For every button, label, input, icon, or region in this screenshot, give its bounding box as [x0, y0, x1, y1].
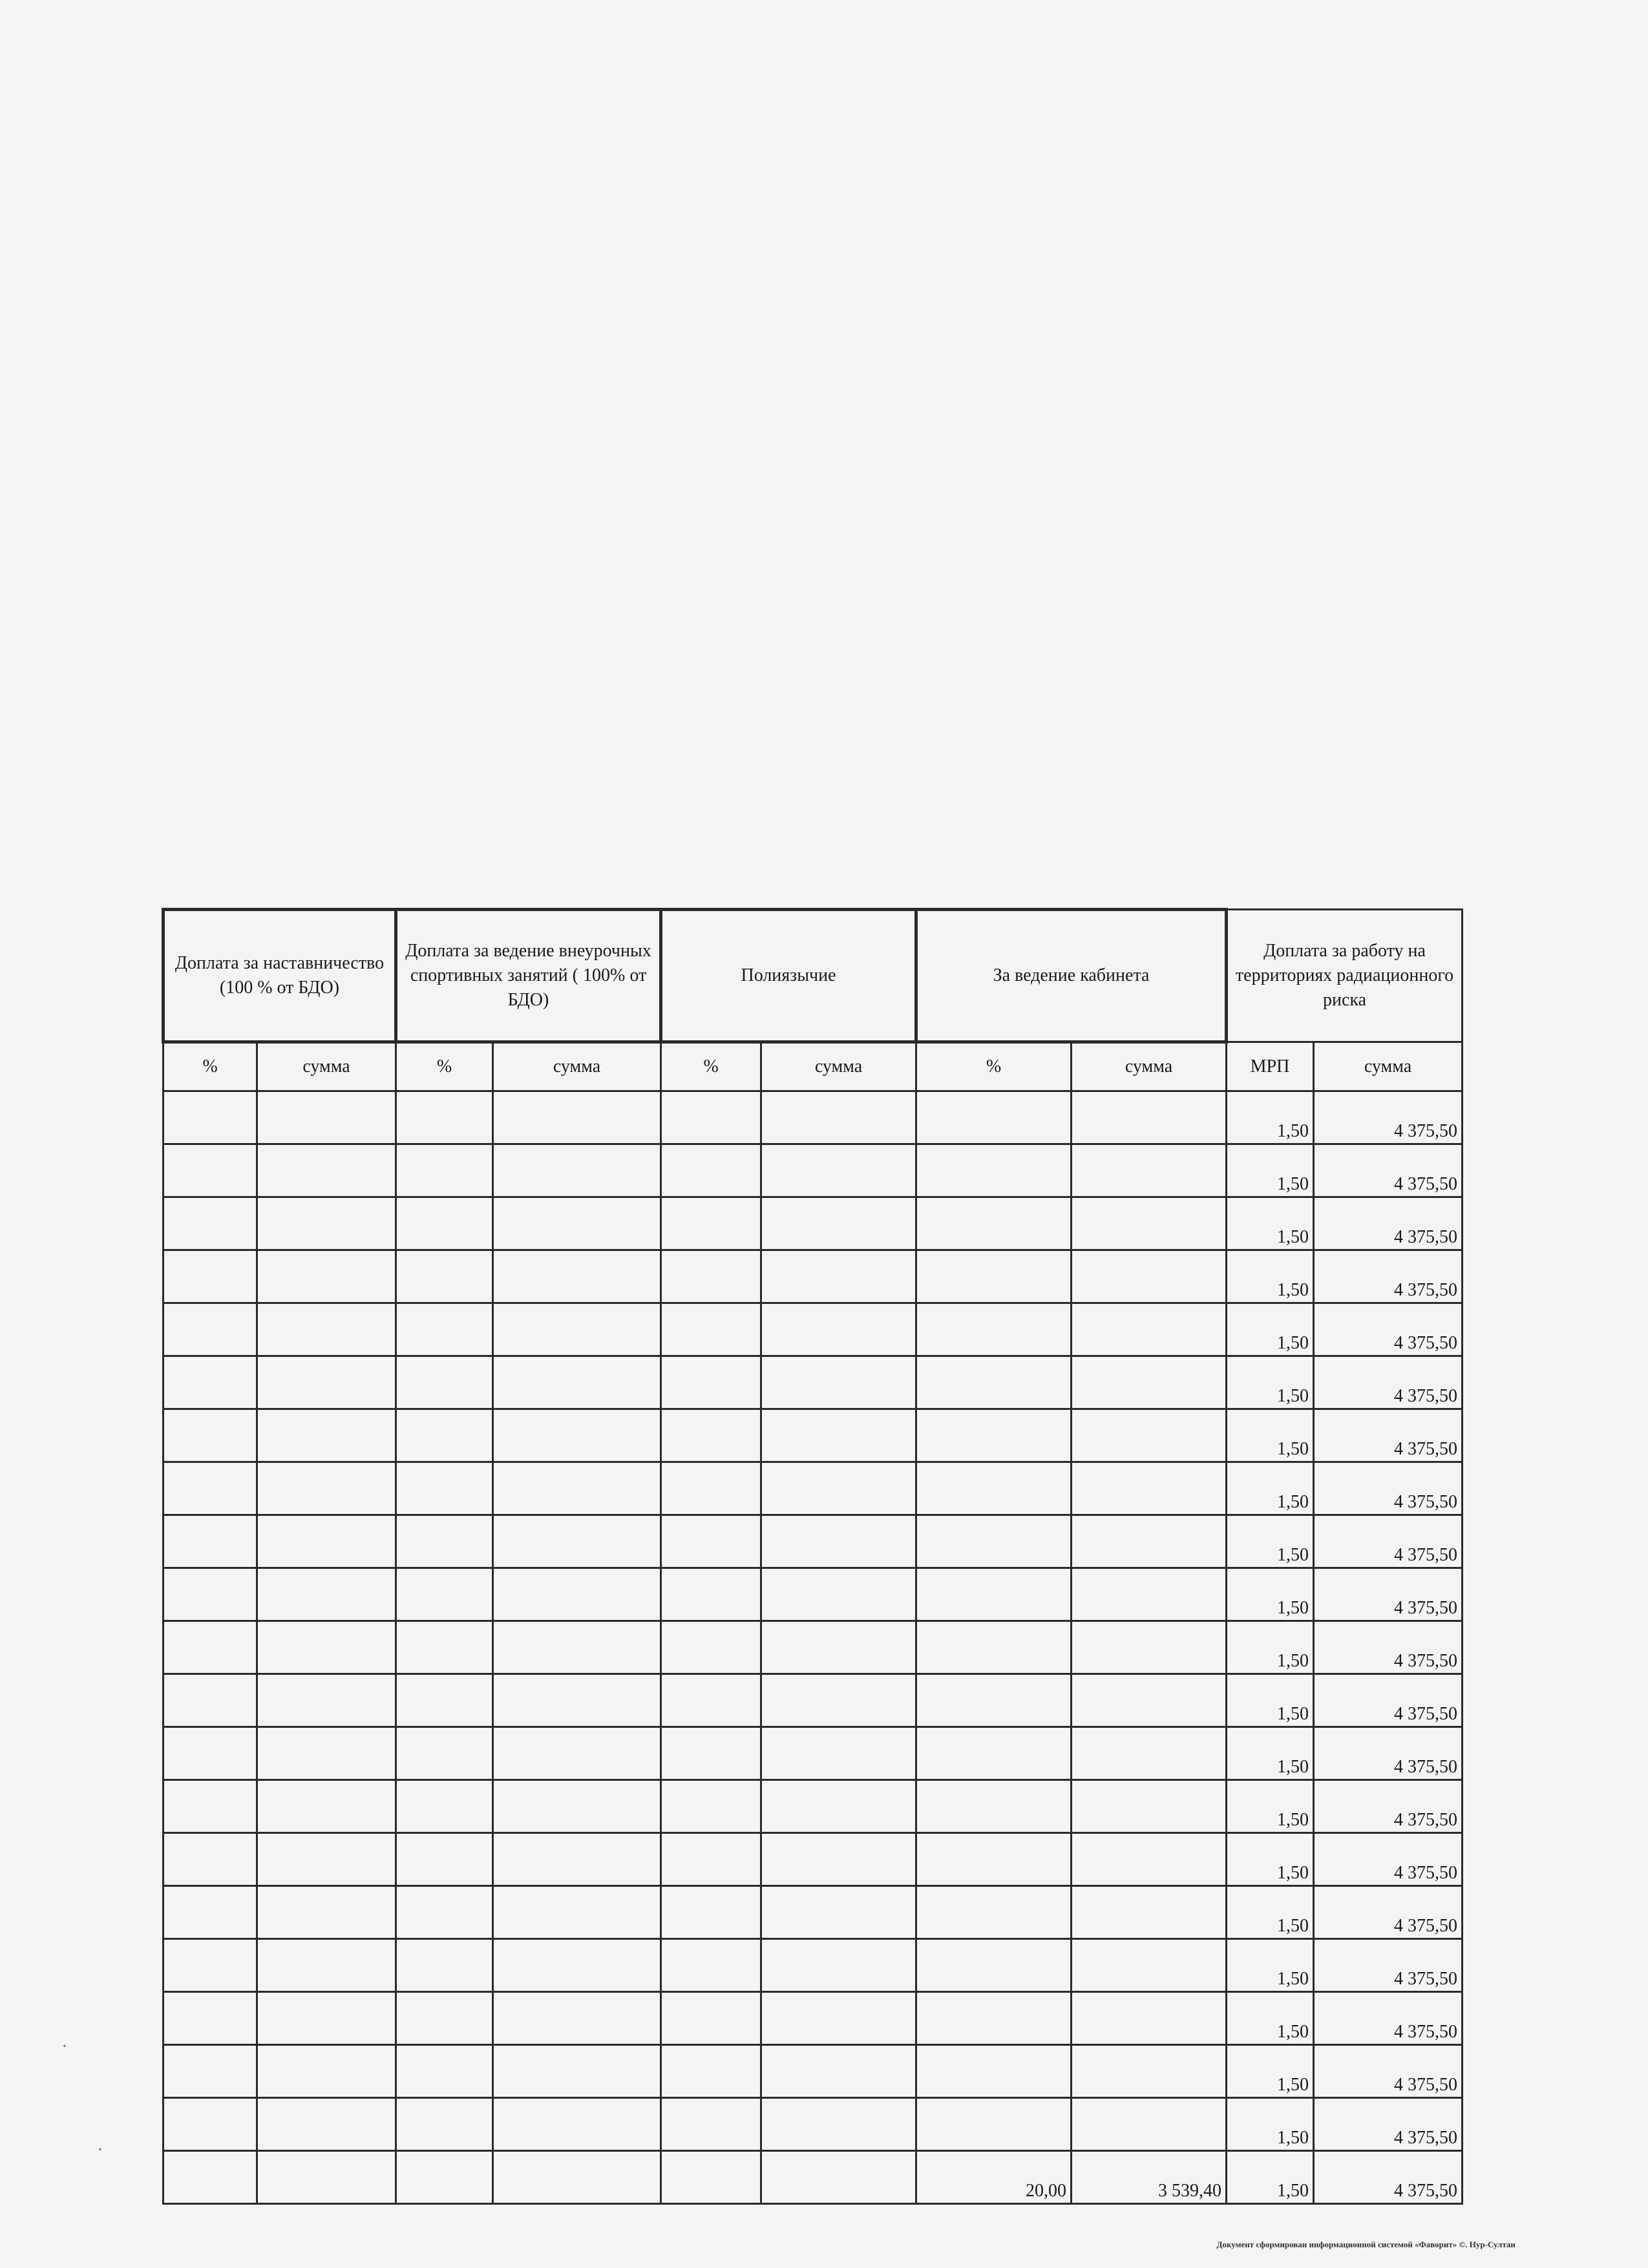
table-cell — [761, 1462, 916, 1515]
table-cell: 4 375,50 — [1314, 1409, 1463, 1462]
table-cell: 20,00 — [916, 2151, 1072, 2204]
table-cell: 1,50 — [1227, 1515, 1314, 1568]
table-cell — [661, 1833, 761, 1886]
subheader-sum: сумма — [257, 1042, 396, 1091]
table-cell — [164, 2151, 257, 2204]
table-cell — [257, 2045, 396, 2098]
table-cell: 1,50 — [1227, 1727, 1314, 1780]
subheader-row — [164, 1042, 1463, 1091]
table-cell — [164, 1992, 257, 2045]
allowance-table — [162, 908, 1463, 2205]
table-cell — [257, 1674, 396, 1727]
table-cell — [164, 1197, 257, 1250]
table-cell — [761, 1515, 916, 1568]
table-cell — [761, 1409, 916, 1462]
table-cell — [661, 1674, 761, 1727]
table-cell — [661, 1250, 761, 1303]
table-cell — [916, 1992, 1072, 2045]
table-cell — [257, 1356, 396, 1409]
table-cell — [164, 1144, 257, 1197]
table-cell — [761, 1674, 916, 1727]
table-cell — [1072, 1356, 1227, 1409]
table-cell: 4 375,50 — [1314, 1992, 1463, 2045]
table-cell: 1,50 — [1227, 1833, 1314, 1886]
group-header-radiation: Доплата за работу на территориях радиационного риска — [1227, 910, 1463, 1042]
group-header-mentoring: Доплата за наставничество (100 % от БДО) — [164, 910, 396, 1042]
table-cell — [661, 2045, 761, 2098]
table-cell: 1,50 — [1227, 2151, 1314, 2204]
table-cell — [257, 1621, 396, 1674]
table-cell — [493, 1409, 661, 1462]
table-cell — [396, 1356, 493, 1409]
table-cell: 1,50 — [1227, 1409, 1314, 1462]
table-cell — [761, 2151, 916, 2204]
table-cell — [493, 2151, 661, 2204]
table-cell — [396, 1462, 493, 1515]
table-cell — [396, 1992, 493, 2045]
table-cell — [396, 1197, 493, 1250]
table-cell: 4 375,50 — [1314, 1250, 1463, 1303]
table-cell — [257, 1833, 396, 1886]
table-cell: 1,50 — [1227, 1674, 1314, 1727]
table-cell: 4 375,50 — [1314, 1780, 1463, 1833]
table-cell — [493, 1356, 661, 1409]
scan-mark: · — [97, 2139, 103, 2160]
subheader-percent: % — [916, 1042, 1072, 1091]
table-cell — [493, 1621, 661, 1674]
table-cell — [257, 1780, 396, 1833]
table-cell — [396, 1833, 493, 1886]
table-cell — [916, 1197, 1072, 1250]
table-cell — [661, 1780, 761, 1833]
table-cell — [396, 1727, 493, 1780]
table-cell — [257, 1515, 396, 1568]
table-cell — [164, 1462, 257, 1515]
table-cell — [661, 1356, 761, 1409]
table-cell — [916, 2045, 1072, 2098]
table-row — [164, 1462, 1463, 1515]
subheader-percent: % — [164, 1042, 257, 1091]
table-cell — [761, 1197, 916, 1250]
subheader-percent: % — [396, 1042, 493, 1091]
table-cell — [1072, 1568, 1227, 1621]
table-cell — [396, 1674, 493, 1727]
table-cell — [761, 2098, 916, 2151]
table-cell: 1,50 — [1227, 1780, 1314, 1833]
table-cell: 1,50 — [1227, 1356, 1314, 1409]
table-cell — [164, 1674, 257, 1727]
table-row — [164, 1992, 1463, 2045]
table-cell — [396, 2045, 493, 2098]
table-cell — [916, 1727, 1072, 1780]
table-cell — [164, 1515, 257, 1568]
table-cell — [164, 1250, 257, 1303]
table-cell — [493, 1303, 661, 1356]
table-cell — [493, 2098, 661, 2151]
table-cell — [164, 1568, 257, 1621]
table-cell: 1,50 — [1227, 1568, 1314, 1621]
table-cell: 4 375,50 — [1314, 1727, 1463, 1780]
table-cell — [1072, 1144, 1227, 1197]
table-cell — [661, 1515, 761, 1568]
table-row — [164, 1568, 1463, 1621]
table-cell — [1072, 1515, 1227, 1568]
table-cell — [1072, 1939, 1227, 1992]
table-row — [164, 1144, 1463, 1197]
table-cell — [493, 1462, 661, 1515]
table-body — [164, 1091, 1463, 2204]
table-cell — [1072, 1621, 1227, 1674]
table-cell — [493, 1674, 661, 1727]
table-cell — [661, 1303, 761, 1356]
table-cell — [493, 1250, 661, 1303]
table-cell — [761, 1568, 916, 1621]
table-cell — [1072, 1409, 1227, 1462]
table-cell — [493, 1144, 661, 1197]
table-cell — [1072, 1727, 1227, 1780]
table-row — [164, 1939, 1463, 1992]
table-cell — [493, 1833, 661, 1886]
table-cell: 1,50 — [1227, 1886, 1314, 1939]
subheader-mrp: МРП — [1227, 1042, 1314, 1091]
table-cell — [916, 1886, 1072, 1939]
subheader-percent: % — [661, 1042, 761, 1091]
table-cell — [164, 1409, 257, 1462]
table-cell — [164, 1621, 257, 1674]
table-cell — [661, 1091, 761, 1144]
table-cell: 4 375,50 — [1314, 1886, 1463, 1939]
table-cell: 4 375,50 — [1314, 2151, 1463, 2204]
table-cell — [1072, 1674, 1227, 1727]
table-cell — [164, 1303, 257, 1356]
table-cell: 4 375,50 — [1314, 1621, 1463, 1674]
table-cell — [916, 1250, 1072, 1303]
table-cell — [916, 1621, 1072, 1674]
table-row — [164, 1886, 1463, 1939]
table-cell — [1072, 1197, 1227, 1250]
table-cell: 4 375,50 — [1314, 1515, 1463, 1568]
table-cell — [257, 1568, 396, 1621]
table-cell: 1,50 — [1227, 2098, 1314, 2151]
table-cell — [164, 1727, 257, 1780]
table-cell: 1,50 — [1227, 1250, 1314, 1303]
table-cell — [164, 1780, 257, 1833]
table-cell — [257, 1886, 396, 1939]
table-cell: 4 375,50 — [1314, 1939, 1463, 1992]
group-header-multilingual: Полиязычие — [661, 910, 916, 1042]
table-cell: 4 375,50 — [1314, 1568, 1463, 1621]
table-cell — [396, 1886, 493, 1939]
table-cell — [1072, 1780, 1227, 1833]
table-cell — [761, 1621, 916, 1674]
table-cell — [493, 2045, 661, 2098]
table-cell: 1,50 — [1227, 1992, 1314, 2045]
table-cell — [661, 2098, 761, 2151]
table-cell: 3 539,40 — [1072, 2151, 1227, 2204]
table-cell — [916, 2098, 1072, 2151]
subheader-sum: сумма — [1314, 1042, 1463, 1091]
table-cell — [396, 1568, 493, 1621]
table-cell — [396, 1621, 493, 1674]
table-cell — [1072, 1303, 1227, 1356]
table-cell — [396, 1303, 493, 1356]
table-cell — [761, 1886, 916, 1939]
table-cell — [661, 1197, 761, 1250]
table-cell: 1,50 — [1227, 1939, 1314, 1992]
table-cell — [257, 2151, 396, 2204]
table-cell: 4 375,50 — [1314, 2098, 1463, 2151]
table-cell — [493, 1568, 661, 1621]
table-cell — [396, 1515, 493, 1568]
table-cell — [1072, 2045, 1227, 2098]
table-cell: 1,50 — [1227, 2045, 1314, 2098]
table-cell — [396, 1250, 493, 1303]
table-row — [164, 2151, 1463, 2204]
table-cell: 4 375,50 — [1314, 2045, 1463, 2098]
table-cell — [1072, 1250, 1227, 1303]
table-row — [164, 1250, 1463, 1303]
table-cell — [916, 1462, 1072, 1515]
table-row — [164, 1621, 1463, 1674]
table-cell — [396, 1939, 493, 1992]
table-cell — [661, 1886, 761, 1939]
table-row — [164, 1780, 1463, 1833]
table-cell — [257, 1992, 396, 2045]
table-cell — [493, 1197, 661, 1250]
table-row — [164, 1197, 1463, 1250]
table-cell — [396, 1409, 493, 1462]
table-cell — [916, 1674, 1072, 1727]
table-cell — [761, 1144, 916, 1197]
table-cell — [661, 1144, 761, 1197]
table-cell: 1,50 — [1227, 1462, 1314, 1515]
table-cell — [661, 1568, 761, 1621]
table-row — [164, 1727, 1463, 1780]
table-cell — [661, 1409, 761, 1462]
table-cell — [396, 1091, 493, 1144]
table-cell — [164, 2045, 257, 2098]
table-cell — [1072, 1091, 1227, 1144]
table-cell: 1,50 — [1227, 1303, 1314, 1356]
table-cell — [761, 1992, 916, 2045]
table-cell: 4 375,50 — [1314, 1197, 1463, 1250]
table-cell — [761, 1780, 916, 1833]
table-cell — [396, 2151, 493, 2204]
table-row — [164, 1356, 1463, 1409]
table-cell — [164, 1356, 257, 1409]
table-cell — [661, 1621, 761, 1674]
table-cell — [396, 1780, 493, 1833]
table-cell — [164, 2098, 257, 2151]
table-cell — [1072, 1833, 1227, 1886]
table-cell: 4 375,50 — [1314, 1462, 1463, 1515]
table-cell — [493, 1886, 661, 1939]
table-cell — [257, 2098, 396, 2151]
table-cell — [761, 2045, 916, 2098]
table-cell: 4 375,50 — [1314, 1091, 1463, 1144]
table-cell: 1,50 — [1227, 1621, 1314, 1674]
table-row — [164, 1409, 1463, 1462]
table-row — [164, 1515, 1463, 1568]
table-cell — [257, 1197, 396, 1250]
table-cell — [761, 1091, 916, 1144]
subheader-sum: сумма — [761, 1042, 916, 1091]
table-cell — [493, 1780, 661, 1833]
table-cell: 1,50 — [1227, 1144, 1314, 1197]
table-row — [164, 1674, 1463, 1727]
table-cell — [761, 1250, 916, 1303]
table-cell — [257, 1091, 396, 1144]
table-cell — [916, 1303, 1072, 1356]
table-cell — [916, 1091, 1072, 1144]
table-cell — [1072, 1462, 1227, 1515]
table-row — [164, 1833, 1463, 1886]
table-cell — [761, 1727, 916, 1780]
table-cell — [916, 1409, 1072, 1462]
table-cell — [493, 1727, 661, 1780]
scan-mark: · — [61, 2035, 68, 2057]
table-cell — [916, 1356, 1072, 1409]
table-cell — [493, 1939, 661, 1992]
table-cell — [916, 1515, 1072, 1568]
table-cell — [1072, 1886, 1227, 1939]
table-cell — [164, 1886, 257, 1939]
table-cell — [761, 1939, 916, 1992]
table-cell: 4 375,50 — [1314, 1833, 1463, 1886]
table-cell — [661, 2151, 761, 2204]
table-cell — [916, 1144, 1072, 1197]
table-row — [164, 1091, 1463, 1144]
table-cell — [916, 1939, 1072, 1992]
table-cell — [916, 1833, 1072, 1886]
table-cell — [257, 1727, 396, 1780]
table-cell — [916, 1568, 1072, 1621]
group-header-sports: Доплата за ведение внеурочных спортивных занятий ( 100% от БДО) — [396, 910, 661, 1042]
table-cell — [257, 1939, 396, 1992]
table-cell — [257, 1303, 396, 1356]
table-cell — [396, 2098, 493, 2151]
footer-note: Документ сформирован информационной системой «Фаворит» ©. Нур-Султан — [1216, 2240, 1516, 2249]
table-cell — [761, 1356, 916, 1409]
table-cell: 4 375,50 — [1314, 1674, 1463, 1727]
table-cell — [164, 1939, 257, 1992]
table-cell: 1,50 — [1227, 1197, 1314, 1250]
table-row — [164, 2098, 1463, 2151]
table-cell — [661, 1939, 761, 1992]
table-cell — [164, 1833, 257, 1886]
table-cell — [761, 1303, 916, 1356]
subheader-sum: сумма — [1072, 1042, 1227, 1091]
table-row — [164, 2045, 1463, 2098]
table-cell — [661, 1462, 761, 1515]
table-cell — [661, 1992, 761, 2045]
table-cell: 4 375,50 — [1314, 1356, 1463, 1409]
table-cell — [493, 1992, 661, 2045]
table-cell — [916, 1780, 1072, 1833]
table-cell — [1072, 2098, 1227, 2151]
table-cell — [396, 1144, 493, 1197]
table-cell — [164, 1091, 257, 1144]
table-cell — [1072, 1992, 1227, 2045]
table-cell — [257, 1409, 396, 1462]
table-cell — [661, 1727, 761, 1780]
table-cell — [493, 1515, 661, 1568]
table-cell: 1,50 — [1227, 1091, 1314, 1144]
table-cell — [493, 1091, 661, 1144]
table-cell — [257, 1144, 396, 1197]
table-cell — [257, 1250, 396, 1303]
table-cell — [761, 1833, 916, 1886]
group-header-row — [164, 910, 1463, 1042]
table-cell: 4 375,50 — [1314, 1303, 1463, 1356]
table-row — [164, 1303, 1463, 1356]
table-cell: 4 375,50 — [1314, 1144, 1463, 1197]
group-header-classroom: За ведение кабинета — [916, 910, 1227, 1042]
table-cell — [257, 1462, 396, 1515]
subheader-sum: сумма — [493, 1042, 661, 1091]
